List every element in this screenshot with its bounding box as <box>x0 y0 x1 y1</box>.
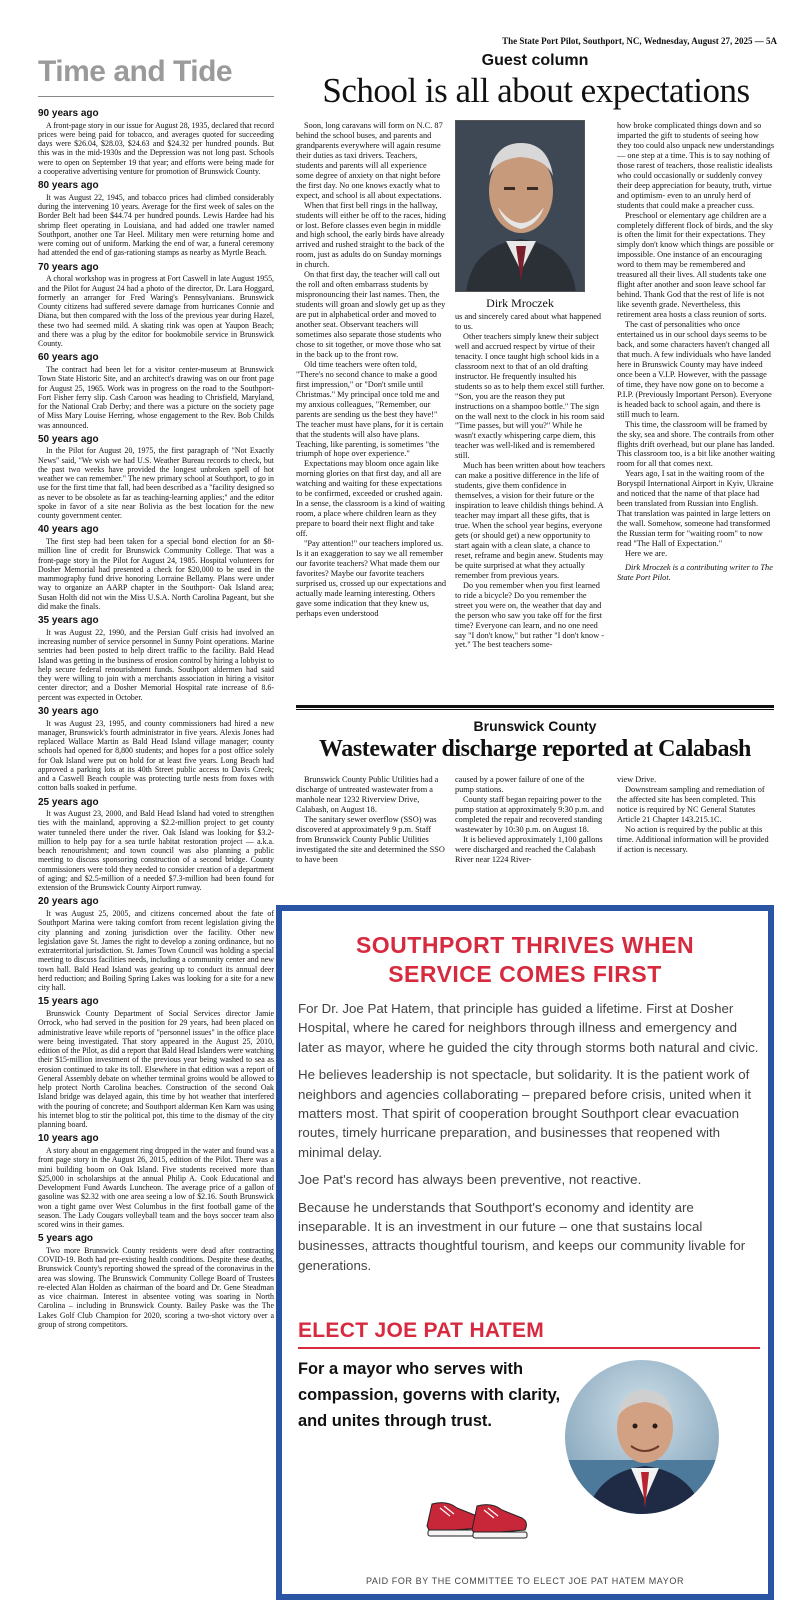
paragraph: Old time teachers were often told, "There's no second chance to make a good first impression," or "Don't smile until Christmas." My principal once told me and my anxious colleagues, "Remember, our parents are sending us the best they have!" The teacher must have plans, for it is certain that the students will also have plans. Teaching, like parenting, is sometimes "the triumph of hope over experience." <box>296 359 444 459</box>
paragraph: "Pay attention!" our teachers implored us. Is it an exaggeration to say we all remember our favorite teachers? What made them our favorites? Maybe our favorite teachers surprised us, crossed up our expectations and actually made learning interesting. Others gave some indication that they knew us, perhaps even understood <box>296 539 447 618</box>
red-sneakers-icon <box>422 1486 532 1546</box>
tt-body: A front-page story in our issue for August 28, 1935, declared that record prices were being paid for tobacco, and averages quoted for succeeding days were $26.04, $28.03, $24.63 and $24.32 per hundred pounds. But this was in the mid-1930s and the Depression was not long past. Schools were to open on September 19 that year; and efforts were being made for a cooperative advertising venture for promotion of Brunswick County. <box>38 120 274 176</box>
ad-paragraph: He believes leadership is not spectacle, but solidarity. It is the patient work of neighbors and agencies collaborating – prepared before crisis, united when it matters most. That spirit of cooperation brought Southport clear evacuation routes, timely hurricane preparation, and businesses that reopened with minimal delay. <box>298 1067 752 1160</box>
paragraph: Other teachers simply knew their subject well and accrued respect by virtue of their tenacity. I once taught high school kids in a classroom next to that of an old drafting instructor. He frequently insulted his students so as to help them excel still further. "Son, you are the reason they put instructions on a shampoo bottle." The sign on the wall next to the clock in his room said "Time passes, but will you?" While he wasn't exactly whispering carpe diem, this teacher was well-liked and is remembered still. <box>455 331 605 461</box>
tt-section-70 <box>38 262 274 349</box>
tt-section-50 <box>38 434 274 521</box>
tt-section-40 <box>38 524 274 611</box>
ad-elect-rule <box>298 1347 760 1349</box>
guest-column-headline: School is all about expectations <box>322 71 750 110</box>
ad-paragraph: Because he understands that Southport's economy and identity are inseparable. It is an investment in our future – one that sustains local businesses, attracts thoughtful tourism, and keeps our community livable for generations. <box>298 1199 746 1273</box>
time-and-tide-title: Time and Tide <box>38 55 233 88</box>
time-and-tide-rule <box>38 96 274 97</box>
ad-title-line: SOUTHPORT THRIVES WHEN <box>355 932 695 958</box>
guest-column-col3 <box>617 121 775 583</box>
tt-body: In the Pilot for August 20, 1975, the first paragraph of "Not Exactly News" said, "We wish we had U.S. Weather Bureau records to check, but the past two weeks have provided the longest unbroken spell of hot weather we can remember." The new primary school at Southport, to go in use for the first time that fall, had been described as a "facility designed so as never to be obsolete as far as teaching-learning applies;" and the editor spoke in favor of a site near Bolivia as the best location for the new county government center. <box>38 446 274 521</box>
paragraph: When that first bell rings in the hallway, students will either be off to the races, hiding or lost. Before classes even begin in middle and high school, the early birds have already arrived and rushed straight to the back of the room, just as adults do on Sunday mornings in church. <box>296 200 446 270</box>
brunswick-headline: Wastewater discharge reported at Calabash <box>318 736 751 762</box>
author-photo <box>455 120 585 292</box>
paragraph: Downstream sampling and remediation of the affected site has been completed. This notice is required by NC General Statutes Article 21 Chapter 143.215.1C. <box>617 784 765 824</box>
photo-caption: Dirk Mroczek <box>486 296 554 310</box>
candidate-portrait-icon <box>565 1360 722 1517</box>
ad-title-line: SERVICE COMES FIRST <box>388 961 662 988</box>
ad-elect-heading: ELECT JOE PAT HATEM <box>298 1319 545 1342</box>
tt-section-25 <box>38 797 274 893</box>
tt-heading: 20 years ago <box>38 896 99 908</box>
brunswick-col3 <box>617 775 775 855</box>
guest-column-col2 <box>455 312 605 650</box>
paragraph: On that first day, the teacher will call out the roll and often embarrass students by mispronouncing their last names. Then, the students will groan and slowly get up as they are put in alphabetical order and moved to another seat. Observant teachers will sometimes also separate those students who chose to sit together, or move those who sat in the back up to the front row. <box>296 270 446 359</box>
tt-body: It was August 22, 1990, and the Persian Gulf crisis had involved an increasing number of service personnel in Sunny Point operations. Marine sentries had been posted to help direct traffic to the facility. Bald Head Island was getting in the business of erosion control by hiring a lobbyist to help secure federal renourishment funds. Southport aldermen had said they were willing to join with a merchants association in hiring a visitor center director; and a Dosher Memorial Hospital rate increase of 8.6-percent was expected in October. <box>38 627 274 702</box>
tt-heading: 70 years ago <box>38 261 99 273</box>
tt-section-30 <box>38 706 274 793</box>
paragraph: County staff began repairing power to the pump station at approximately 9:30 p.m. and completed the repair and recovered standing wastewater by 10:30 p.m. on August 18. <box>455 794 604 834</box>
tt-body: A choral workshop was in progress at Fort Caswell in late August 1955, and the Pilot for August 24 had a photo of the director, Dr. Lara Hoggard, formerly an arranger for Fred Waring's Pennsylvanians. Brunswick County citizens had suffered severe damage from hurricanes Connie and Diana, but then compared with the loss of the previous year during Hazel, these two had seemed mild. A skating rink was open at Yaupon Beach; and there was a plug by the editor for bookmobile service in Brunswick County. <box>38 274 274 349</box>
guest-column-kicker: Guest column <box>481 52 589 69</box>
paragraph: Much has been written about how teachers can make a positive difference in the life of students, give them confidence in themselves, a vision for their future or the inspiration to leave childish things behind. A teacher may impart all these gifts, that is true. When the school year begins, everyone gets (or should get) a new opportunity to start again with a clean slate, a chance to reset, reframe and begin anew. Students may be quite surprised at what they actually remember from previous years. <box>455 461 605 580</box>
paragraph: Here we are. <box>625 548 668 558</box>
tt-heading: 30 years ago <box>38 705 99 717</box>
section-rule <box>296 709 774 710</box>
ad-paragraph: Joe Pat's record has always been preventive, not reactive. <box>298 1172 642 1188</box>
paragraph: The sanitary sewer overflow (SSO) was discovered at approximately 9 p.m. Staff from Brunswick County Public Utilities investigated the site and determined the SSO to have been <box>296 814 445 864</box>
tt-body: The contract had been let for a visitor center-museum at Brunswick Town State Historic Site, and an architect's drawing was on our front page for August 25, 1965. Work was in progress on the road to the Southport-Fort Fisher ferry slip. Cash Caroon was heading to Chrisfield, Maryland, for the National Crab Derby; and there was a picture on the society page of Miss Mary Louise Herring, whose engagement to the Rev. Bob Childs was announced. <box>38 365 274 430</box>
tt-body: Two more Brunswick County residents were dead after contracting COVID-19. Both had pre-existing health conditions. Despite these deaths, Brunswick County's reporting showed the spread of the coronavirus in the area was slowing. The Brunswick Community College Board of Trustees re-elected Alan Holden as chairman of the board and Dr. Gene Steadman as vice chairman. Interest in absentee voting was soaring in North Carolina – including in Brunswick County. Bailey Paske was the The Lakes Golf Club Champion for 2020, scoring a two-shot victory over a group of strong competitors. <box>38 1245 274 1329</box>
brunswick-col2 <box>455 775 605 865</box>
tt-heading: 50 years ago <box>38 433 99 445</box>
tt-section-10 <box>38 1133 274 1229</box>
paragraph: Years ago, I sat in the waiting room of the Boryspil International Airport in Kyiv, Ukraine and noticed that the name of that place had been translated from Russian into English. That translation was painted in large letters on the wall. Somehow, someone had transformed the Russian term for "waiting room" to now read "The Hall of Expectation." <box>617 469 774 549</box>
paragraph: No action is required by the public at this time. Additional information will be provided if action is necessary. <box>617 824 769 854</box>
tt-heading: 25 years ago <box>38 796 99 808</box>
paragraph: view Drive. <box>617 775 657 784</box>
guest-column-col1 <box>296 121 446 619</box>
ad-title <box>282 931 768 990</box>
tt-heading: 40 years ago <box>38 524 99 536</box>
paragraph: This time, the classroom will be framed by the sky, sea and shore. The contrails from other flights drift overhead, but our plane has landed. This classroom too, is a bit like another waiting room for all that comes next. <box>617 419 775 469</box>
paragraph: us and sincerely cared about what happened to us. <box>455 312 602 331</box>
tt-section-15 <box>38 996 274 1129</box>
brunswick-kicker: Brunswick County <box>473 718 597 734</box>
tt-body: It was August 25, 2005, and citizens concerned about the fate of Southport Marina were taking comfort from recent legislation giving the city planning and zoning jurisdiction over the facility. Other new legislation gave St. James the right to develop a zoning ordinance, but no extraterritorial jurisdiction. St. James Town Council was holding a special meeting to discuss facilities needs, including a community center and new town hall. Bald Head Island was gearing up to conduct its annual deer herd reduction; and Boiling Spring Lakes was looking for a site for a new city hall. <box>38 909 274 993</box>
political-ad <box>276 905 774 1600</box>
tt-body: Brunswick County Department of Social Services director Jamie Orrock, who had served in the position for 29 years, had been placed on administrative leave while reports of "personnel issues" in the office place were being investigated. That story appeared in the August 25, 2010, edition of the Pilot, as did a report that Bald Head Islanders were watching their $15-million investment of the previous year being washed to sea as erosion continued to take its toll. Elsewhere in that edition was a report of General Assembly debate on whether terminal groins would be allowed to help protect North Carolina beaches. Construction of the second Oak Island bridge was delayed again, this time by hot weather that interfered with the pouring of concrete; and Southport alderman Ken Karn was using his internet blog to stir the political pot, this time to the dismay of the city planning board. <box>38 1009 274 1130</box>
ad-paid-for: PAID FOR BY THE COMMITTEE TO ELECT JOE PAT HATEM MAYOR <box>365 1576 685 1586</box>
candidate-photo <box>562 1357 722 1517</box>
page-header: The State Port Pilot, Southport, NC, Wednesday, August 27, 2025 — 5A <box>502 36 777 46</box>
tt-body: A story about an engagement ring dropped in the water and found was a front page story in the August 26, 2015, edition of the Pilot. There was a mini building boom on Oak Island. Five students received more than $25,000 in scholarships at the annual Philip A. Cook Educational and Development Fund Awards Luncheon. The average price of a gallon of gasoline was $2.32 with one area seeing a low of $2.16. South Brunswick won a tight game over West Columbus in the first football game of the season. The Lady Cougars volleyball team and the boys soccer team also scored wins in their games. <box>38 1146 274 1229</box>
tt-heading: 60 years ago <box>38 352 99 364</box>
tt-body: It was August 23, 2000, and Bald Head Island had voted to strengthen ties with the mainland, approving a $2.2-million project to get county water tunneled there under the river. Oak Island was looking for $3.2-million to help pay for a sea turtle habitat restoration project — a.k.a. beach renourishment; and town council was also planning a public meeting to discuss sponsoring construction of a second bridge. County commissioners were told they needed to consider creation of a department of aging; and $2.5-million of a needed $7.3-million had been found for extension of the Brunswick County Airport runway. <box>38 809 274 893</box>
author-portrait-icon <box>456 121 585 292</box>
tt-heading: 5 years ago <box>38 1233 94 1245</box>
tt-heading: 35 years ago <box>38 615 99 627</box>
paragraph: Expectations may bloom once again like morning glories on that first day, and all are watching and waiting for these expectations to be confirmed, exceeded or crushed again. In a sense, the classroom is a kind of waiting room, a place where children learn as they prepare to board their next flight and take off. <box>296 459 445 539</box>
tt-body: The first step had been taken for a special bond election for an $8- million line of credit for Brunswick Community College. That was a front-page story in the Pilot for August 24, 1985. Hospital volunteers for Dosher Memorial had presented a check for $20,000 to be used in the mammography fund drive honoring Lorraine Bellamy. Plans were under way to organize an AARP chapter in the Southport- Oak Island area; Susan Holth did not win the Miss U.S.A. North Carolina Pageant, but she did make the finals. <box>38 537 274 611</box>
paragraph: Soon, long caravans will form on N.C. 87 behind the school buses, and parents and grandparents everywhere will again resume their duties as taxi drivers. Teachers, students and parents will all experience some degree of anxiety on that night before the first day. No one knows exactly what to expect, and school is all about expectations. <box>296 121 443 200</box>
tt-body: It was August 23, 1995, and county commissioners had hired a new manager, Brunswick's fourth administrator in five years. Alexis Jones had replaced Wallace Martin as Bald Head Island village manager; county schools had opened for 8,800 students; and hopes for a post office solely for Oak Island were put on hold for at least five years. Long Beach had approved a parking lots at its 40th Street public access to Davis Creek; and a Caswell Beach couple was protecting turtle nests from foxes with cotton balls soaked in perfume. <box>38 718 274 793</box>
sneakers-illustration <box>422 1486 532 1551</box>
paragraph: how broke complicated things down and so imparted the gift to students of seeing how they too could also unpack new understandings — one step at a time. This is to say nothing of those rarest of teachers, those realistic idealists who could occasionally or suddenly convey their deep appreciation for beauty, truth, virtue and optimism- even to an unruly herd of students that could make a preacher cuss. <box>617 121 775 210</box>
paragraph: The cast of personalities who once entertained us in our school days seems to be back, and some characters haven't changed all that much. A few individuals who have landed here in Brunswick County may have indeed once been a V.I.P. However, with the passage of time, they have now gone on to become a P.I.P. (Previously Important Person). Everyone is headed back to school again, and there is still much to learn. <box>617 320 772 419</box>
tt-section-60 <box>38 352 274 429</box>
byline: Dirk Mroczek is a contributing writer to The State Port Pilot. <box>617 562 773 582</box>
time-and-tide-column <box>38 104 274 1329</box>
tt-section-35 <box>38 615 274 702</box>
brunswick-col1 <box>296 775 446 865</box>
ad-paragraph: For Dr. Joe Pat Hatem, that principle has guided a lifetime. First at Dosher Hospital, where he cared for neighbors through illness and emergency and later as mayor, where he guided the city through storms both natural and civic. <box>298 1001 759 1055</box>
tt-section-20 <box>38 896 274 992</box>
paragraph: Preschool or elementary age children are a completely different flock of birds, and the sky is often the limit for their expectations. They simply don't know which things are possible or impossible. One instance of an encouraging word to them may be remembered and treasured all their lives. All students take one flight after another and soon leave school far behind. Thank God that the rest of life is not like seventh grade. Nevertheless, this retirement area hosts a class reunion of sorts. <box>617 210 774 320</box>
paragraph: Brunswick County Public Utilities had a discharge of untreated wastewater from a manhole near 1232 Riverview Drive, Calabash, on August 18. <box>296 775 439 814</box>
paragraph: caused by a power failure of one of the pump stations. <box>455 775 585 794</box>
section-rule <box>296 705 774 708</box>
tt-section-5 <box>38 1233 274 1329</box>
tt-heading: 80 years ago <box>38 180 99 192</box>
ad-body <box>298 999 760 1283</box>
tt-section-90 <box>38 108 274 176</box>
tt-heading: 15 years ago <box>38 996 99 1008</box>
tt-heading: 10 years ago <box>38 1133 99 1145</box>
paragraph: Do you remember when you first learned to ride a bicycle? Do you remember the street you were on, the weather that day and the person who saw you take off for the first time? Everyone can learn, and no one need say "I don't know," but rather "I don't know - yet." The best teachers some- <box>455 580 605 650</box>
tt-section-80 <box>38 180 274 257</box>
paragraph: It is believed approximately 1,100 gallons were discharged and reached the Calabash River near 1224 River- <box>455 834 603 864</box>
tt-heading: 90 years ago <box>38 108 99 119</box>
tt-body: It was August 22, 1945, and tobacco prices had climbed considerably during the intervening 10 years. Average for the first week of sales on the Border Belt had been $44.74 per hundred pounds. Lewis Hardee had his shrimp fleet operating in Louisiana, and had added one trawler named Southport, another one Tar Heel. Military men were returning home and were coming out of uniform. Marking the end of war, a funeral ceremony had attended the end of gas-rationing stamps as nearby as Myrtle Beach. <box>38 192 274 258</box>
ad-tagline: For a mayor who serves with compassion, governs with clarity, and unites through trust. <box>298 1360 561 1430</box>
